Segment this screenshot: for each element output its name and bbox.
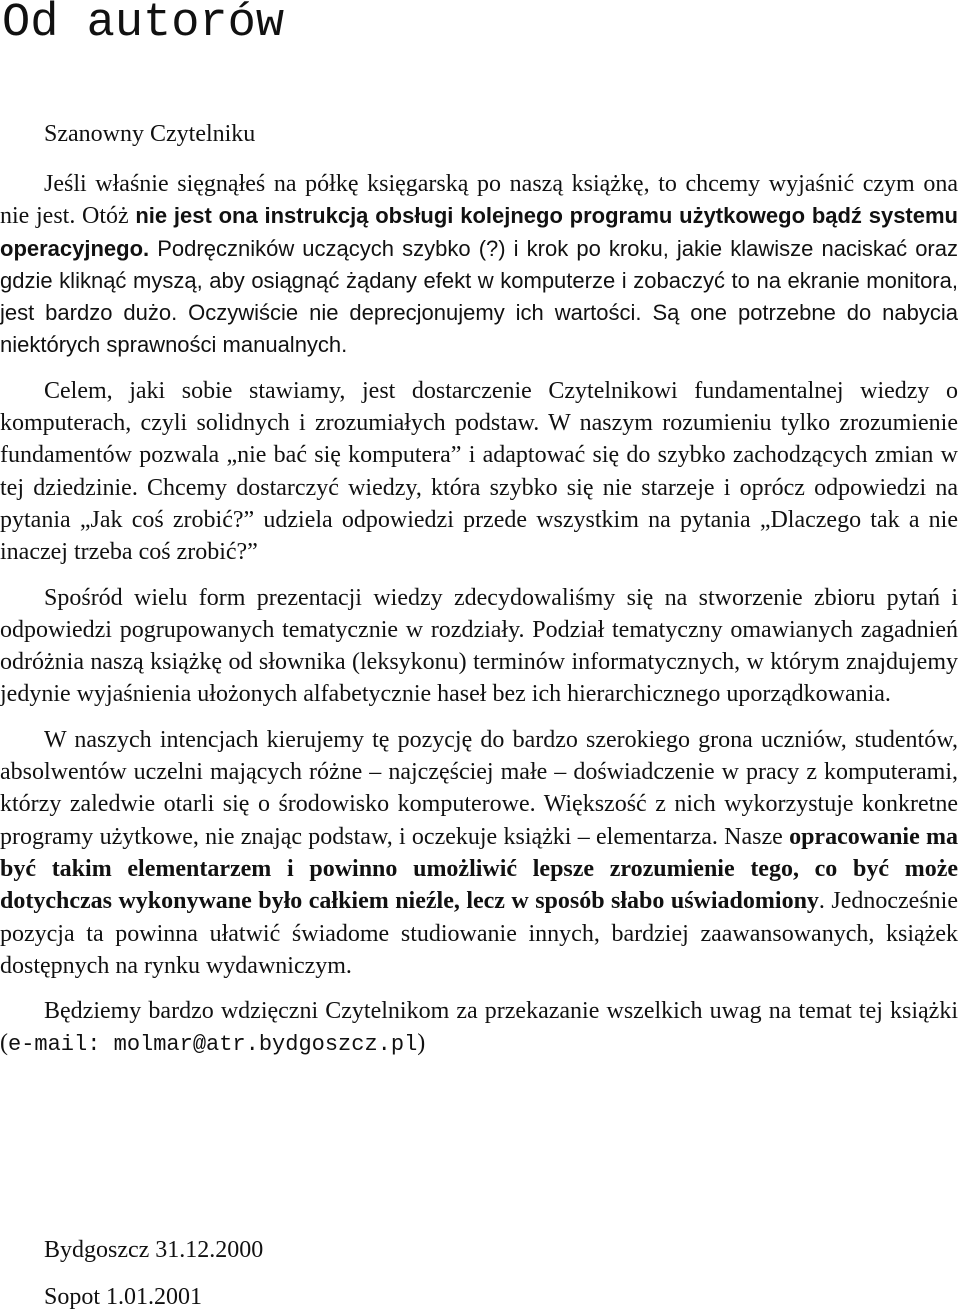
- signature-place-date-2: Sopot 1.01.2001: [44, 1284, 203, 1310]
- paragraph-5: [0, 995, 958, 1062]
- paragraph-5-part-a: Będziemy bardzo wdzięczni Czytelnikom za przekazanie wszelkich uwag na temat tej książki (: [0, 998, 958, 1057]
- greeting: Szanowny Czytelniku: [44, 121, 256, 147]
- paragraph-1-part-a: Jeśli właśnie sięgnąłeś na półkę księgarską po naszą książkę, to chcemy wyjaśnić czym ona nie jest. Otóż: [0, 171, 958, 230]
- paragraph-2: Celem, jaki sobie stawiamy, jest dostarczenie Czytelnikowi fundamentalnej wiedzy o komputerach, czyli solidnych i zrozumiałych podstaw. W naszym rozumieniu tylko zrozumienie fundamentów pozwala „nie bać się komputera” i adaptować się do szybko zachodzących zmian w tej dziedzinie. Chcemy dostarczyć wiedzy, która szybko się nie starzeje i oprócz odpowiedzi na pytania „Jak coś zrobić?” udziela odpowiedzi przede wszystkim na pytania „Dlaczego tak a nie inaczej trzeba coś zrobić?”: [0, 377, 958, 566]
- paragraph-4-part-a: W naszych intencjach kierujemy tę pozycję do bardzo szerokiego grona uczniów, studentów, absolwentów uczelni mających różne – najczęściej małe – doświadczenie w pracy z komputerami, którzy zaledwie otarli się o środowisko komputerowe. Większość z nich wykorzystuje konkretne programy użytkowe, nie znając podstaw, i oczekuje książki – elementarza. Nasze: [0, 726, 958, 850]
- paragraph-1-emphasis: [0, 203, 958, 357]
- paragraph-1: [0, 168, 958, 362]
- paragraph-4: [0, 724, 958, 982]
- paragraph-5-part-c: ): [417, 1030, 426, 1057]
- body-text: [0, 168, 958, 1075]
- page-title: Od autorów: [2, 0, 285, 50]
- paragraph-4-part-c: . Jednocześnie pozycja ta powinna ułatwić świadome studiowanie innych, bardziej zaawansowanych, książek dostępnych na rynku wydawniczym.: [0, 888, 958, 979]
- paragraph-3: Spośród wielu form prezentacji wiedzy zdecydowaliśmy się na stworzenie zbioru pytań i odpowiedzi pogrupowanych tematycznie w rozdziały. Podział tematyczny omawianych zagadnień odróżnia naszą książkę od słownika (leksykonu) terminów informatycznych, w którym znajdujemy jedynie wyjaśnienia ułożonych alfabetycznie haseł bez ich hierarchicznego uporządkowania.: [0, 584, 958, 708]
- signature-place-date-1: Bydgoszcz 31.12.2000: [44, 1237, 264, 1263]
- email-address: e-mail: molmar@atr.bydgoszcz.pl: [8, 1032, 418, 1058]
- paragraph-4-bold: opracowanie ma być takim elementarzem i powinno umożliwić lepsze zrozumienie tego, co być może dotychczas wykonywane było całkiem nieźle, lecz w sposób słabo uświadomiony: [0, 823, 958, 915]
- paragraph-1-part-c: Podręczników uczących szybko (?) i krok po kroku, jakie klawisze naciskać oraz gdzie kliknąć myszą, aby osiągnąć żądany efekt w komputerze i zobaczyć to na ekranie monitora, jest bardzo dużo. Oczywiście nie deprecjonujemy ich wartości. Są one potrzebne do nabycia niektórych sprawności manualnych.: [0, 235, 958, 358]
- paragraph-1-bold: nie jest ona instrukcją obsługi kolejnego programu użytkowego bądź systemu operacyjnego.: [0, 203, 958, 261]
